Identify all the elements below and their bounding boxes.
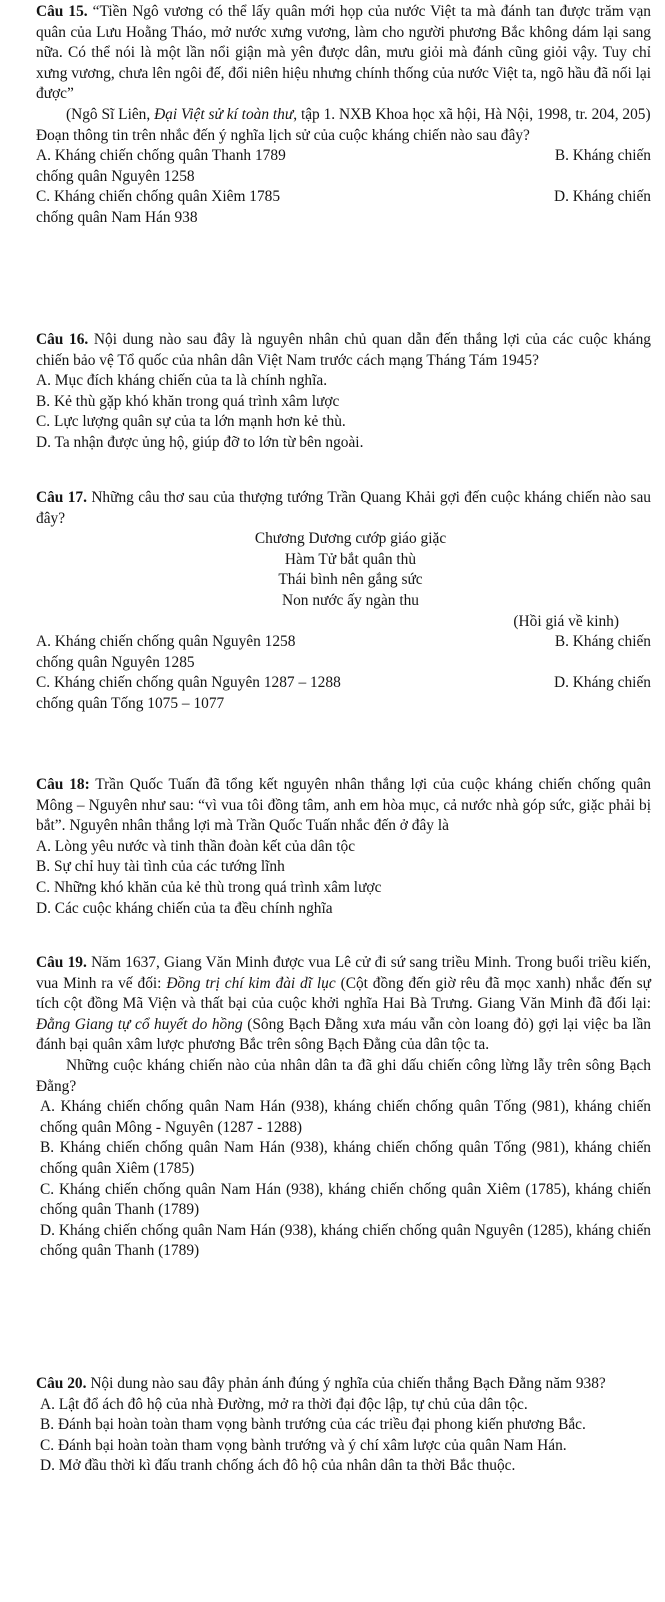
q19-verse-1: Đồng trị chí kim đài dĩ lục (166, 974, 336, 992)
q15-option-d-cont: chống quân Nam Hán 938 (36, 208, 198, 226)
q16-option-d[interactable]: D. Ta nhận được ủng hộ, giúp đỡ to lớn từ bên ngoài. (36, 433, 364, 451)
q15-label: Câu 15. (36, 3, 88, 20)
q19-verse-2: Đằng Giang tự cổ huyết do hồng (36, 1015, 243, 1033)
q18-option-d[interactable]: D. Các cuộc kháng chiến của ta đều chính nghĩa (36, 899, 333, 917)
q20-option-a[interactable]: A. Lật đổ ách đô hộ của nhà Đường, mở ra thời đại độc lập, tự chủ của dân tộc. (40, 1395, 528, 1413)
q17-option-d-cont: chống quân Tống 1075 – 1077 (36, 694, 225, 712)
q15-quote: “Tiền Ngô vương có thể lấy quân mới họp của nước Việt ta mà đánh tan được trăm vạn quân của Lưu Hoằng Tháo, mở nước xưng vương, làm cho người phương Bắc không dám lại sang nữa. Có thể nói là một lần nổi giận mà yên được dân, mưu giỏi mà đánh cũng giỏi vậy. Tuy chỉ xưng vương, chưa lên ngôi đế, đổi niên hiệu nhưng chính thống của nước Việt ta, ngõ hầu đã nối lại được” (36, 3, 651, 103)
q17-row-cd (0, 673, 665, 694)
q18-option-c[interactable]: C. Những khó khăn của kẻ thù trong quá trình xâm lược (36, 878, 382, 896)
q19-option-c[interactable]: C. Kháng chiến chống quân Nam Hán (938), kháng chiến chống quân Xiêm (1785), kháng chiến chống quân Thanh (1789) (40, 1180, 651, 1219)
q19-label: Câu 19. (36, 954, 87, 971)
q17-option-b-cont: chống quân Nguyên 1285 (36, 653, 195, 671)
q20-option-c[interactable]: C. Đánh bại hoàn toàn tham vọng bành trướng và ý chí xâm lược của quân Nam Hán. (40, 1436, 567, 1454)
q19-stem: Câu 19. Năm 1637, Giang Văn Minh được vua Lê cử đi sứ sang triều Minh. Trong buổi triều kiến, vua Minh ra vế đối: Đồng trị chí kim đài dĩ lục (Cột đồng đến giờ rêu đã mọc xanh) nhắc đến sự tích cột đồng Mã Viện và thất bại của cuộc khởi nghĩa Hai Bà Trưng. Giang Văn Minh đã đối lại: Đằng Giang tự cổ huyết do hồng (Sông Bạch Đằng xưa máu vẫn còn loang đỏ) gợi lại việc ba lần đánh bại quân xâm lược phương Bắc trên sông Bạch Đằng của dân tộc ta. (36, 954, 651, 1054)
q20-option-d[interactable]: D. Mở đầu thời kì đấu tranh chống ách đô hộ của nhân dân ta thời Bắc thuộc. (40, 1457, 516, 1475)
question-20 (0, 1374, 665, 1477)
question-18 (0, 775, 665, 919)
q16-label: Câu 16. (36, 331, 89, 348)
q18-option-a[interactable]: A. Lòng yêu nước và tinh thần đoàn kết của dân tộc (36, 837, 356, 855)
q15-option-a[interactable]: A. Kháng chiến chống quân Thanh 1789 (36, 147, 286, 165)
q19-option-a[interactable]: A. Kháng chiến chống quân Nam Hán (938), kháng chiến chống quân Tống (981), kháng chiến chống quân Mông - Nguyên (1287 - 1288) (40, 1098, 651, 1136)
q16-option-a[interactable]: A. Mục đích kháng chiến của ta là chính nghĩa. (36, 372, 328, 390)
q16-option-c[interactable]: C. Lực lượng quân sự của ta lớn mạnh hơn kẻ thù. (36, 413, 346, 431)
q15-row-ab (0, 146, 665, 167)
poem-line-1: Chương Dương cướp giáo giặc (254, 530, 447, 548)
question-16 (0, 330, 665, 454)
q16-option-b[interactable]: B. Kẻ thù gặp khó khăn trong quá trình xâm lược (36, 392, 340, 410)
question-17 (0, 488, 665, 715)
q18-option-b[interactable]: B. Sự chỉ huy tài tình của các tướng lĩnh (36, 858, 285, 876)
q16-stem: Câu 16. Nội dung nào sau đây là nguyên nhân chủ quan dẫn đến thắng lợi của các cuộc kháng chiến bảo vệ Tổ quốc của nhân dân Việt Nam trước cách mạng Tháng Tám 1945? (36, 331, 651, 369)
q15-option-b[interactable]: B. Kháng chiến (554, 147, 651, 165)
question-19 (0, 953, 665, 1262)
poem-line-2: Hàm Tử bắt quân thù (284, 550, 417, 568)
q17-label: Câu 17. (36, 489, 87, 506)
q15-question: Đoạn thông tin trên nhắc đến ý nghĩa lịch sử của cuộc kháng chiến nào sau đây? (36, 126, 530, 144)
q15-option-b-cont: chống quân Nguyên 1258 (36, 167, 195, 185)
q20-stem: Câu 20. Nội dung nào sau đây phản ánh đúng ý nghĩa của chiến thắng Bạch Đằng năm 938? (36, 1375, 606, 1392)
q19-question: Những cuộc kháng chiến nào của nhân dân ta đã ghi dấu chiến công lừng lẫy trên sông Bạch Đằng? (36, 1056, 651, 1095)
q17-option-a[interactable]: A. Kháng chiến chống quân Nguyên 1258 (36, 633, 296, 651)
question-15 (0, 2, 665, 229)
q17-option-d[interactable]: D. Kháng chiến (553, 674, 651, 692)
q15-source: (Ngô Sĩ Liên, Đại Việt sử kí toàn thư, tập 1. NXB Khoa học xã hội, Hà Nội, 1998, tr. 204, 205) (66, 105, 651, 123)
q18-label: Câu 18: (36, 776, 90, 793)
q17-stem: Câu 17. Những câu thơ sau của thượng tướng Trần Quang Khải gợi đến cuộc kháng chiến nào sau đây? (36, 489, 651, 527)
q15-source-title: Đại Việt sử kí toàn thư (154, 105, 294, 123)
q17-option-b[interactable]: B. Kháng chiến (554, 633, 651, 651)
q17-row-ab (0, 632, 665, 653)
q20-option-b[interactable]: B. Đánh bại hoàn toàn tham vọng bành trướng của các triều đại phong kiến phương Bắc. (40, 1416, 586, 1434)
q15-option-d[interactable]: D. Kháng chiến (553, 188, 651, 206)
q15-option-c[interactable]: C. Kháng chiến chống quân Xiêm 1785 (36, 188, 281, 206)
q18-stem: Câu 18: Trần Quốc Tuấn đã tổng kết nguyên nhân thắng lợi của cuộc kháng chiến chống quân Mông – Nguyên như sau: “vì vua tôi đồng tâm, anh em hòa mục, cả nước nhà góp sức, giặc phải bị bắt”. Nguyên nhân thắng lợi mà Trần Quốc Tuấn nhắc đến ở đây là (36, 776, 651, 835)
q19-option-d[interactable]: D. Kháng chiến chống quân Nam Hán (938), kháng chiến chống quân Nguyên (1285), kháng chiến chống quân Thanh (1789) (40, 1221, 651, 1260)
q15-stem (0, 2, 665, 105)
q19-option-b[interactable]: B. Kháng chiến chống quân Nam Hán (938), kháng chiến chống quân Tống (981), kháng chiến chống quân Xiêm (1785) (40, 1139, 651, 1177)
poem-line-3: Thái bình nên gắng sức (278, 571, 423, 589)
q20-label: Câu 20. (36, 1375, 87, 1392)
q15-row-cd (0, 187, 665, 208)
poem-line-4: Non nước ấy ngàn thu (281, 591, 419, 609)
q17-option-c[interactable]: C. Kháng chiến chống quân Nguyên 1287 – 1288 (36, 674, 341, 692)
poem-source: (Hồi giá về kinh) (513, 612, 619, 630)
